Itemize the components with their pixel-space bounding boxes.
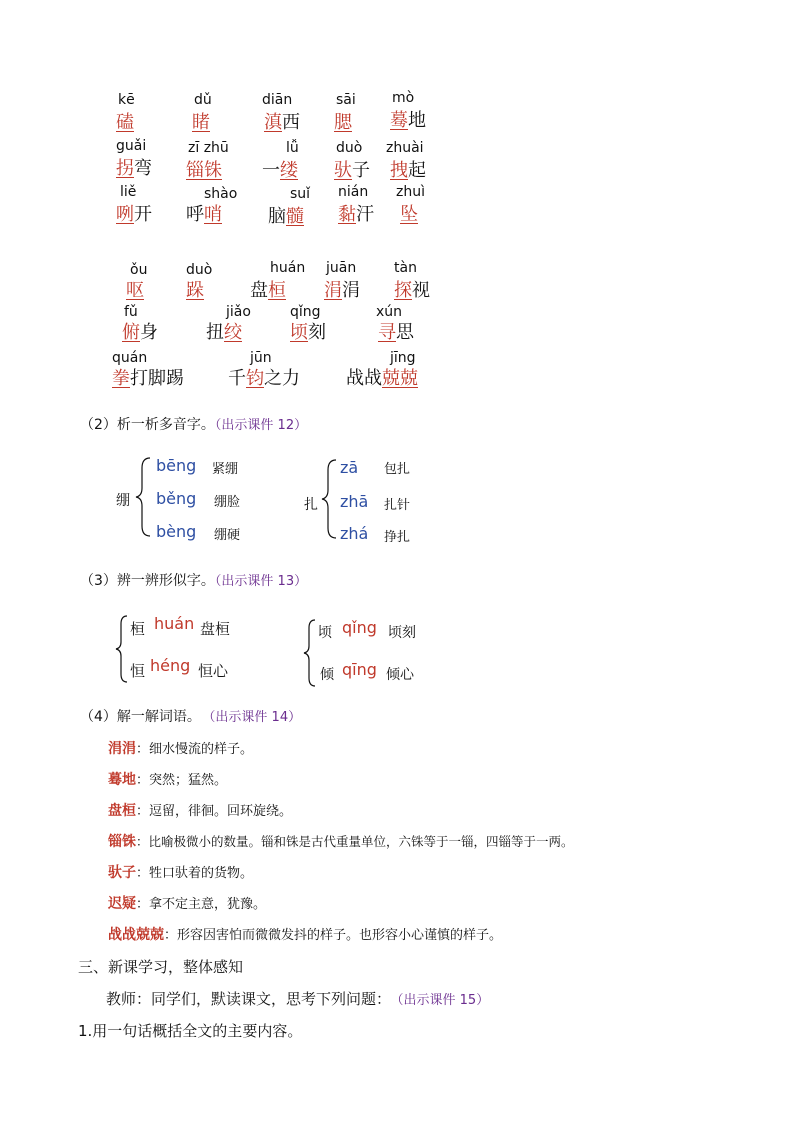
pinyin: fǔ [124, 304, 138, 320]
pinyin: tàn [394, 260, 417, 276]
vocab-word: 一缕 [262, 160, 298, 181]
brace-icon [134, 456, 154, 538]
pinyin: dǔ [194, 92, 212, 108]
char: 倾 [320, 667, 334, 683]
head-char: 扎 [304, 497, 318, 513]
pinyin: qǐng [342, 618, 377, 637]
pinyin: shào [204, 186, 238, 202]
word: 绷脸 [214, 495, 241, 510]
pinyin: guǎi [116, 138, 147, 154]
vocab-word: 蓦地 [390, 110, 426, 131]
word: 顷刻 [388, 625, 416, 641]
vocab-word: 跺 [186, 280, 204, 301]
pinyin: quán [112, 350, 148, 366]
pinyin: jūn [250, 350, 272, 366]
definition-item: 锱铢：比喻极微小的数量。锱和铢是古代重量单位，六铢等于一锱，四锱等于一两。 [108, 834, 574, 850]
vocab-word: 坠 [400, 204, 418, 225]
vocab-word: 俯身 [122, 322, 158, 343]
word: 盘桓 [200, 620, 231, 638]
head-char: 绷 [116, 493, 130, 509]
pinyin: huán [270, 260, 306, 276]
pinyin: juān [326, 260, 357, 276]
vocab-word: 呼哨 [186, 204, 222, 225]
definition-item: 驮子：牲口驮着的货物。 [108, 865, 254, 881]
vocab-word: 驮子 [334, 160, 370, 181]
vocab-word: 滇西 [264, 112, 300, 133]
vocab-word: 盘桓 [250, 280, 286, 301]
vocab-word: 腮 [334, 112, 352, 133]
pinyin: bēng [156, 456, 197, 475]
word: 挣扎 [384, 530, 411, 545]
pinyin: diān [262, 92, 293, 108]
brace-icon [320, 458, 340, 540]
vocab-word: 拳打脚踢 [112, 368, 184, 389]
vocab-word: 拐弯 [116, 158, 152, 179]
vocab-word: 脑髓 [268, 206, 304, 227]
pinyin: zī zhū [188, 140, 229, 156]
vocab-word: 睹 [192, 112, 210, 133]
word: 恒心 [198, 662, 229, 680]
char: 恒 [130, 662, 146, 680]
pinyin: duò [336, 140, 363, 156]
pinyin: bèng [156, 522, 197, 541]
definition-item: 迟疑：拿不定主意，犹豫。 [108, 896, 267, 912]
word: 扎针 [384, 498, 411, 513]
vocab-word: 拽起 [390, 160, 426, 181]
vocab-word: 黏汗 [338, 204, 374, 225]
definition-item: 蓦地：突然；猛然。 [108, 772, 228, 788]
pinyin: lǚ [286, 140, 299, 156]
char: 顷 [318, 625, 332, 641]
pinyin: zā [340, 458, 359, 477]
pinyin: sāi [336, 92, 356, 108]
pinyin: duò [186, 262, 213, 278]
vocab-word: 顷刻 [290, 322, 326, 343]
vocab-word: 扭绞 [206, 322, 242, 343]
vocab-word: 锱铢 [186, 160, 222, 181]
section-heading-polyphonic: （2）析一析多音字。（出示课件 12） [80, 417, 308, 433]
section-heading-new-lesson: 三、新课学习，整体感知 [78, 958, 244, 976]
pinyin: nián [338, 184, 369, 200]
pinyin: kē [118, 92, 135, 108]
vocab-word: 呕 [126, 280, 144, 301]
brace-icon [114, 614, 130, 684]
pinyin: zhuài [386, 140, 424, 156]
definition-item: 涓涓：细水慢流的样子。 [108, 741, 254, 757]
vocab-word: 探视 [394, 280, 430, 301]
teacher-prompt: 教师：同学们，默读课文，思考下列问题： （出示课件 15） [106, 990, 490, 1008]
section-heading-definitions: （4）解一解词语。 （出示课件 14） [80, 709, 302, 725]
section-heading-similar: （3）辨一辨形似字。（出示课件 13） [80, 573, 308, 589]
pinyin: jiǎo [226, 304, 251, 320]
question-1: 1.用一句话概括全文的主要内容。 [78, 1022, 303, 1040]
vocab-word: 千钧之力 [228, 368, 300, 389]
brace-icon [302, 618, 318, 688]
vocab-word: 涓涓 [324, 280, 360, 301]
vocab-word: 寻思 [378, 322, 414, 343]
definition-item: 战战兢兢：形容因害怕而微微发抖的样子。也形容小心谨慎的样子。 [108, 927, 503, 943]
pinyin: zhuì [396, 184, 425, 200]
vocab-word: 咧开 [116, 204, 152, 225]
pinyin: xún [376, 304, 403, 320]
word: 倾心 [386, 667, 414, 683]
pinyin: qǐng [290, 304, 321, 320]
pinyin: qīng [342, 660, 377, 679]
pinyin: zhā [340, 492, 369, 511]
vocab-word: 战战兢兢 [346, 368, 418, 389]
word: 包扎 [384, 462, 411, 477]
pinyin: mò [392, 90, 415, 106]
word: 绷硬 [214, 528, 241, 543]
pinyin: huán [154, 614, 195, 633]
definition-item: 盘桓：逗留，徘徊。回环旋绕。 [108, 803, 293, 819]
pinyin: zhá [340, 524, 369, 543]
pinyin: héng [150, 656, 191, 675]
pinyin: suǐ [290, 186, 311, 202]
word: 紧绷 [212, 462, 239, 477]
pinyin: běng [156, 489, 197, 508]
vocab-word: 磕 [116, 112, 134, 133]
pinyin: liě [120, 184, 137, 200]
pinyin: jīng [390, 350, 416, 366]
char: 桓 [130, 620, 146, 638]
pinyin: ǒu [130, 262, 148, 278]
